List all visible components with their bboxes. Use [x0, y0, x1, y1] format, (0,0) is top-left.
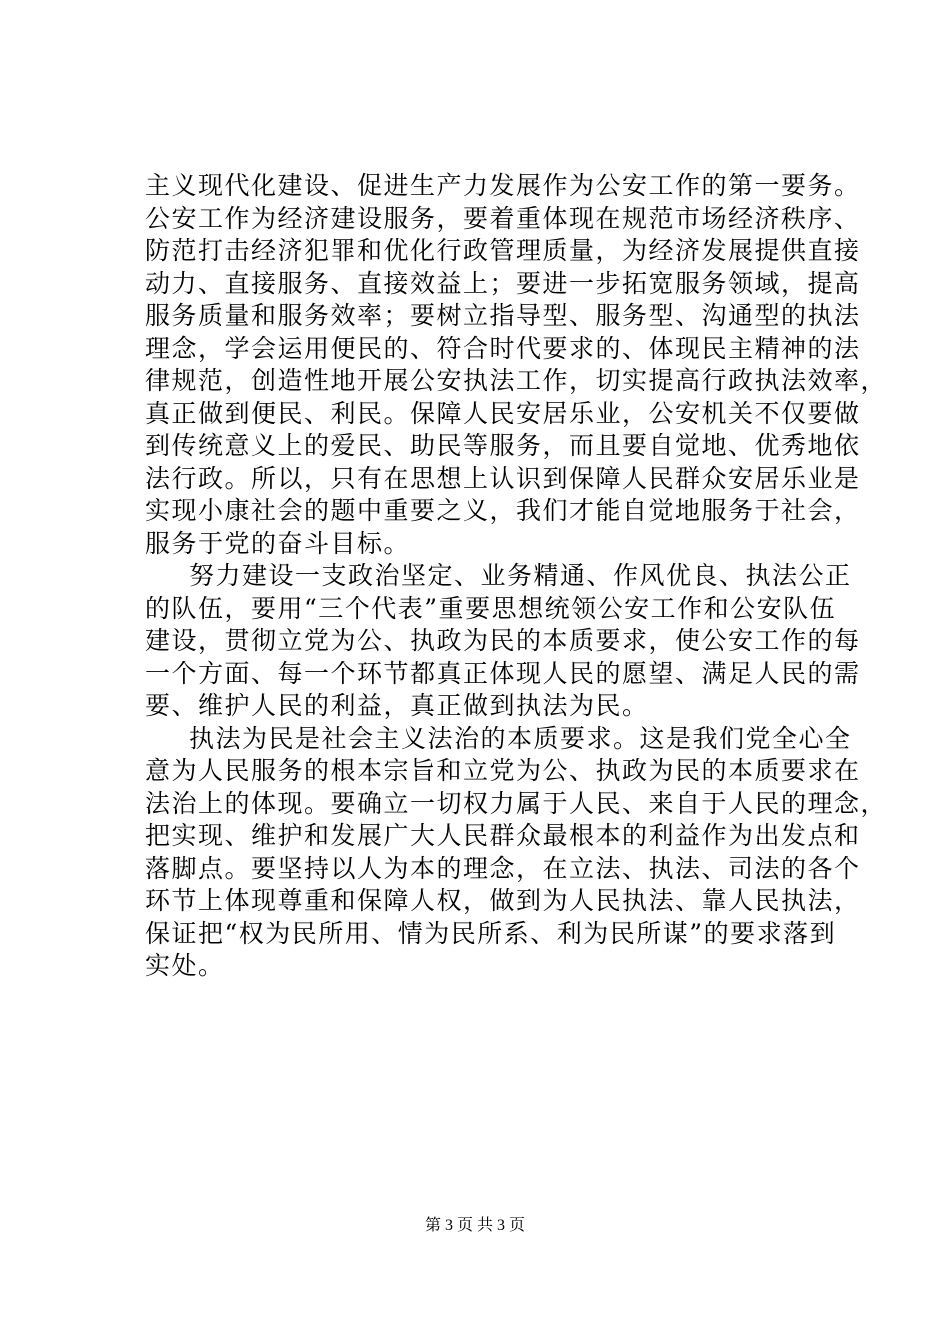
- text-line: 环节上体现尊重和保障人权，做到为人民执法、靠人民执法，: [145, 886, 861, 915]
- text-line: 公安工作为经济建设服务，要着重体现在规范市场经济秩序、: [145, 203, 861, 233]
- text-line: 建设，贯彻立党为公、执政为民的本质要求，使公安工作的每: [145, 626, 861, 655]
- text-line: 法治上的体现。要确立一切权力属于人民、来自于人民的理念，: [145, 788, 888, 818]
- text-line: 保证把“权为民所用、情为民所系、利为民所谋”的要求落到: [145, 918, 837, 948]
- text-line: 实处。: [145, 951, 225, 980]
- text-line: 防范打击经济犯罪和优化行政管理质量，为经济发展提供直接: [145, 236, 861, 265]
- text-line: 的队伍，要用“三个代表”重要思想统领公安工作和公安队伍: [145, 593, 837, 623]
- paragraph: [145, 723, 888, 983]
- text-line: 服务质量和服务效率；要树立指导型、服务型、沟通型的执法: [145, 301, 861, 330]
- text-line: 努力建设一支政治坚定、业务精通、作风优良、执法公正: [189, 561, 852, 590]
- text-line: 意为人民服务的根本宗旨和立党为公、执政为民的本质要求在: [145, 756, 861, 785]
- text-line: 执法为民是社会主义法治的本质要求。这是我们党全心全: [189, 723, 852, 753]
- text-line: 真正做到便民、利民。保障人民安居乐业，公安机关不仅要做: [145, 398, 861, 428]
- text-line: 法行政。所以，只有在思想上认识到保障人民群众安居乐业是: [145, 463, 861, 493]
- text-line: 服务于党的奋斗目标。: [145, 528, 411, 558]
- text-line: 把实现、维护和发展广大人民群众最根本的利益作为出发点和: [145, 821, 861, 850]
- text-line: 律规范，创造性地开展公安执法工作，切实提高行政执法效率，: [145, 366, 888, 395]
- paragraph: [145, 170, 888, 560]
- text-line: 要、维护人民的利益，真正做到执法为民。: [145, 691, 649, 720]
- text-line: 一个方面、每一个环节都真正体现人民的愿望、满足人民的需: [145, 658, 861, 688]
- text-line: 理念，学会运用便民的、符合时代要求的、体现民主精神的法: [145, 333, 861, 363]
- text-line: 落脚点。要坚持以人为本的理念，在立法、执法、司法的各个: [145, 853, 861, 883]
- text-line: 到传统意义上的爱民、助民等服务，而且要自觉地、优秀地依: [145, 431, 861, 460]
- text-line: 实现小康社会的题中重要之义，我们才能自觉地服务于社会，: [145, 496, 861, 525]
- text-line: 主义现代化建设、促进生产力发展作为公安工作的第一要务。: [145, 171, 861, 200]
- document-body: [145, 170, 888, 983]
- page-number-label: 第 3 页 共 3 页: [424, 1217, 525, 1234]
- paragraph: [145, 560, 861, 723]
- text-line: 动力、直接服务、直接效益上；要进一步拓宽服务领域，提高: [145, 268, 861, 298]
- page-footer: [0, 1214, 950, 1238]
